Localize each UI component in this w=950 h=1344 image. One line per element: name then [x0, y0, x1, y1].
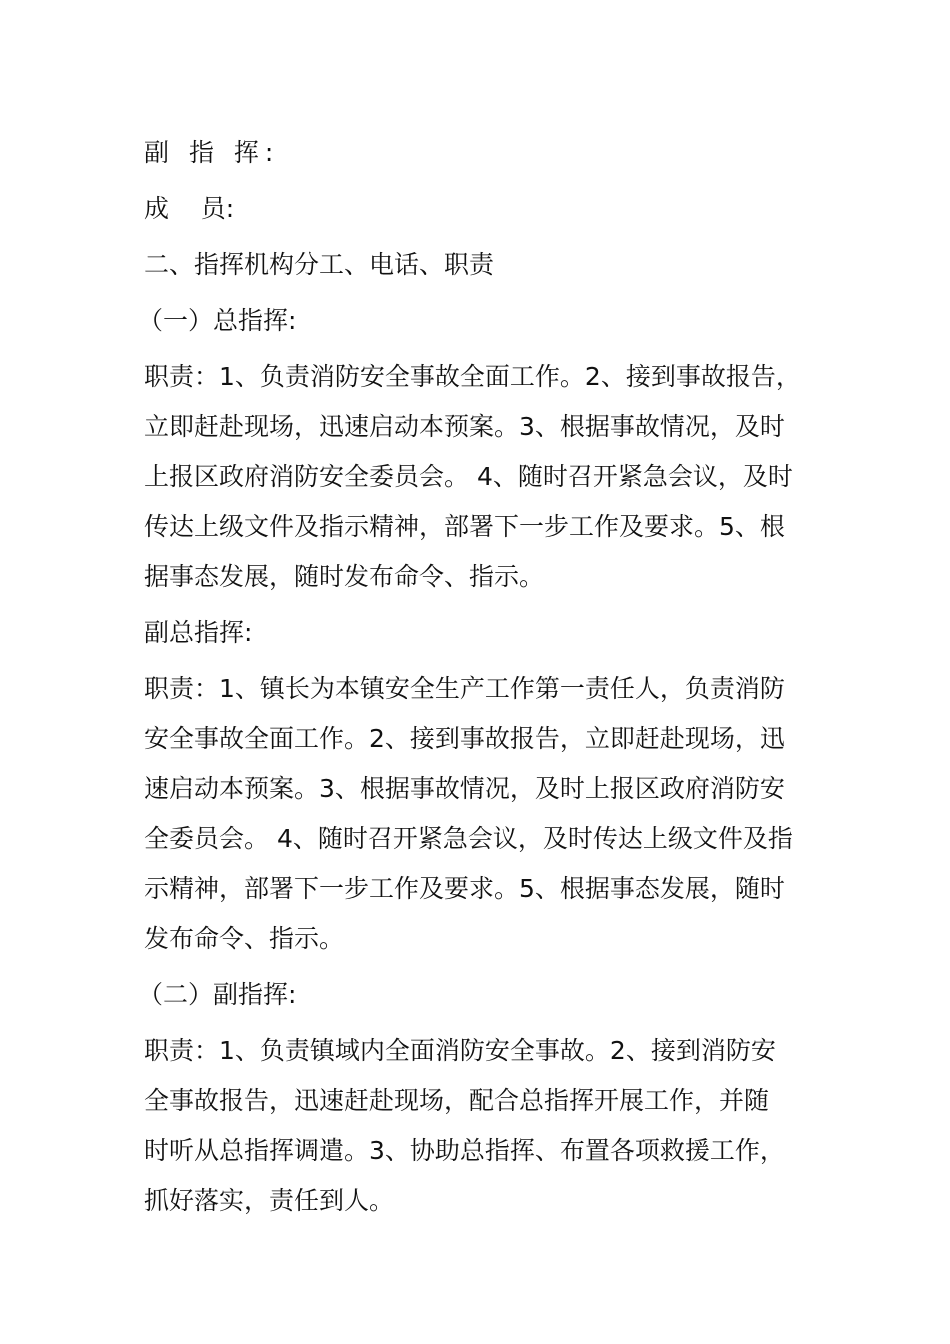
paragraph-line: 上报区政府消防安全委员会。 4、随时召开紧急会议，及时	[144, 462, 793, 491]
paragraph-line: 立即赶赴现场，迅速启动本预案。3、根据事故情况，及时	[144, 412, 785, 441]
paragraph-line: 职责：1、负责消防安全事故全面工作。2、接到事故报告，	[144, 362, 801, 391]
paragraph-line: 示精神，部署下一步工作及要求。5、根据事态发展，随时	[144, 874, 785, 903]
deputy-general-commander-label: 副总指挥:	[144, 618, 253, 647]
paragraph-line: 速启动本预案。3、根据事故情况，及时上报区政府消防安	[144, 774, 785, 803]
subsection-commander-heading: （一）总指挥:	[138, 306, 297, 335]
deputy-commander-label: 副 指 挥:	[144, 138, 280, 167]
subsection-deputy-heading: （二）副指挥:	[138, 980, 297, 1009]
paragraph-line: 全事故报告，迅速赶赴现场，配合总指挥开展工作，并随	[144, 1086, 770, 1115]
paragraph-line: 职责：1、镇长为本镇安全生产工作第一责任人，负责消防	[144, 674, 785, 703]
paragraph-line: 全委员会。 4、随时召开紧急会议，及时传达上级文件及指	[144, 824, 793, 853]
document-page	[138, 128, 814, 1226]
members-label: 成 员:	[144, 194, 235, 223]
paragraph-line: 安全事故全面工作。2、接到事故报告，立即赶赴现场，迅	[144, 724, 785, 753]
deputy-general-duties-paragraph	[144, 664, 814, 964]
commander-duties-paragraph	[144, 352, 814, 602]
paragraph-line: 抓好落实，责任到人。	[144, 1186, 395, 1215]
section-heading: 二、指挥机构分工、电话、职责	[144, 250, 495, 279]
paragraph-line: 时听从总指挥调遣。3、协助总指挥、布置各项救援工作，	[144, 1136, 785, 1165]
paragraph-line: 发布命令、指示。	[144, 924, 345, 953]
deputy-duties-paragraph	[144, 1026, 814, 1226]
paragraph-line: 据事态发展，随时发布命令、指示。	[144, 562, 545, 591]
paragraph-line: 传达上级文件及指示精神，部署下一步工作及要求。5、根	[144, 512, 785, 541]
paragraph-line: 职责：1、负责镇域内全面消防安全事故。2、接到消防安	[144, 1036, 776, 1065]
